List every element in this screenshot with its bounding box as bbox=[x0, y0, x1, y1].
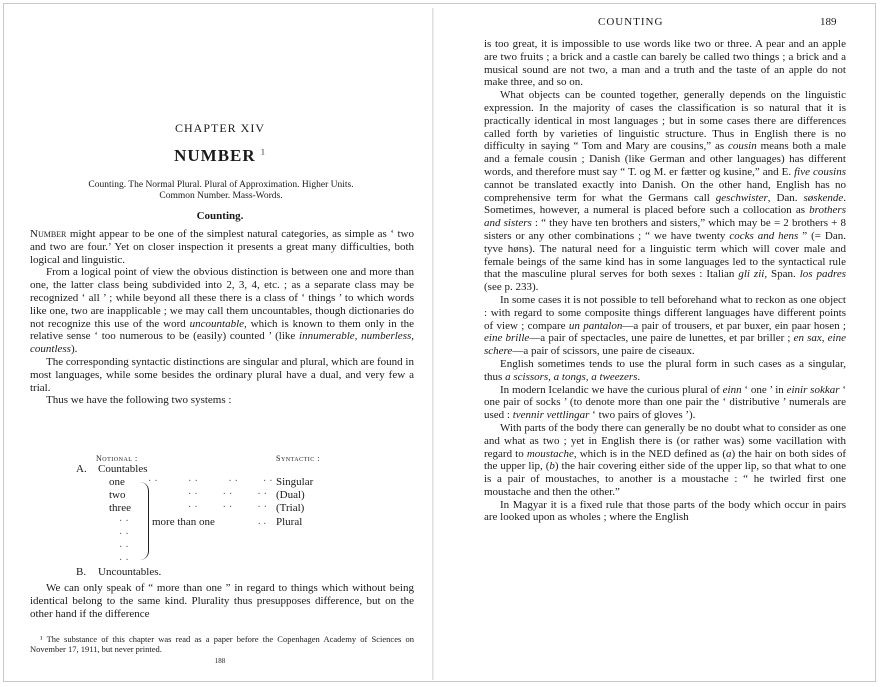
text-run: —a pair of scissors, une paire de ciseaux. bbox=[512, 345, 695, 358]
text-run: In some cases it is not possible to tell beforehand what to reckon as one object : with regard to some composite things different languages have different points of view ; compare bbox=[484, 293, 846, 332]
italic-term: cousin bbox=[728, 140, 757, 153]
ellipsis-dots: ·· bbox=[119, 542, 132, 553]
ellipsis-dots: ·· bbox=[119, 516, 132, 527]
curly-brace bbox=[140, 482, 149, 560]
italic-term: geschwister bbox=[715, 191, 768, 204]
chapter-title bbox=[0, 146, 440, 166]
syntactic-trial: (Trial) bbox=[276, 502, 305, 514]
italic-term: innumerable, numberless, countless bbox=[30, 330, 415, 356]
paragraph: The corresponding syntactic distinctions are singular and plural, which are found in most languages, while some besides the ordinary plural have a dual, and very few a trial. bbox=[30, 355, 414, 394]
syntactic-singular: Singular bbox=[276, 476, 314, 488]
syntactic-plural: Plural bbox=[276, 516, 303, 528]
section-a-label: A. bbox=[76, 463, 87, 475]
text-run: means both a male and a female cousin ; Danish (like German and other languages) has different words, and therefore must say “ T. og M. er fætter og kusine,” and E. bbox=[484, 140, 846, 178]
paragraph bbox=[30, 266, 414, 356]
text-run: ‘ one ’ in bbox=[741, 383, 787, 396]
italic-term: einn bbox=[722, 383, 742, 396]
text-run: (see p. 233). bbox=[484, 281, 539, 294]
chapter-title-text: NUMBER bbox=[174, 146, 256, 165]
notional-three: three bbox=[109, 502, 131, 514]
section-b-title: Uncountables. bbox=[98, 566, 162, 578]
text-run: —a pair of spectacles, une paire de lunettes, et par briller ; bbox=[529, 332, 794, 345]
italic-term: moustache bbox=[526, 447, 574, 460]
italic-term: einir sokkar bbox=[786, 383, 840, 396]
chapter-synopsis bbox=[26, 180, 416, 202]
italic-term: a scissors, a tongs, a tweezers bbox=[505, 370, 638, 383]
ellipsis-dots: ·· bbox=[119, 555, 132, 566]
paragraph bbox=[30, 228, 414, 266]
italic-term: en sax, eine schere bbox=[484, 332, 846, 358]
paragraph bbox=[484, 89, 846, 294]
italic-term: un pantalon bbox=[568, 319, 623, 332]
syntactic-dual: (Dual) bbox=[276, 489, 305, 501]
chapter-label: CHAPTER XIV bbox=[174, 121, 265, 135]
text-run: In modern Icelandic we have the curious plural of bbox=[500, 383, 723, 396]
paragraph bbox=[484, 294, 846, 358]
text-run: might appear to be one of the simplest natural categories, as simple as ‘ two and two are four.’ Yet on closer inspection it presents a great many difficulties, both logical and linguistic. bbox=[30, 228, 414, 266]
text-run: English sometimes tends to use the plural form in such cases as a singular, thus bbox=[484, 357, 846, 383]
synopsis-line: Counting. The Normal Plural. Plural of Approximation. Higher Units. bbox=[88, 180, 354, 190]
paragraph bbox=[484, 384, 846, 422]
section-a-title: Countables bbox=[98, 463, 148, 475]
book-gutter bbox=[432, 8, 434, 680]
italic-term: five cousins bbox=[794, 165, 846, 178]
right-body-text bbox=[484, 38, 846, 524]
paragraph bbox=[484, 422, 846, 499]
text-run: , Span. bbox=[764, 268, 800, 281]
syntactic-header: Syntactic : bbox=[276, 454, 321, 463]
page-folio: 188 bbox=[214, 657, 226, 665]
text-run: , which is in the NED defined as ( bbox=[573, 447, 727, 460]
text-run: . Sometimes, however, a numeral is placed before such a collocation as bbox=[484, 191, 846, 217]
running-head: COUNTING bbox=[598, 16, 664, 28]
italic-term: cocks and hens bbox=[729, 229, 799, 242]
footnote bbox=[30, 634, 414, 654]
text-run: From a logical point of view the obvious distinction is between one and more than one, the latter class being subdivided into 2, 3, 4, etc. ; as a separate class may be recognized ‘ all ’ ; while beyond all these there is a class of ‘ things ’ to which words like one, two are inapplicable ; we may call them uncountables, though dictionaries do not recognize this use of the word bbox=[30, 266, 414, 330]
italic-term: eine brille bbox=[484, 332, 530, 345]
leader-dots: .. bbox=[258, 516, 269, 527]
left-body-text-continued bbox=[30, 582, 414, 621]
notional-header: Notional : bbox=[96, 454, 138, 463]
leader-dots: ·· ·· ·· bbox=[188, 502, 270, 513]
paragraph: We can only speak of “ more than one ” in regard to things which without being identical belong to the same kind. Plurality thus presupposes difference, but on the other hand if the difference bbox=[30, 582, 414, 620]
small-caps-word: Number bbox=[30, 228, 67, 240]
paragraph: In Magyar it is a fixed rule that those parts of the body which occur in pairs are looked upon as wholes ; where the English bbox=[484, 498, 846, 524]
text-run: ) the hair covering either side of the upper lip, so that what to one is a pair of moustaches, to another is a moustache : “ he twirled first one moustache and then the other.” bbox=[484, 460, 846, 498]
paragraph bbox=[484, 358, 846, 384]
more-than-one-label: more than one bbox=[152, 516, 215, 528]
left-body-text bbox=[30, 228, 414, 407]
italic-term: uncountable, bbox=[189, 317, 247, 330]
text-run: —a pair of trousers, et par buxer, ein paar hosen ; bbox=[622, 319, 846, 332]
text-run: What objects can be counted together, generally depends on the linguistic expression. In the majority of cases the classification is so natural that it is practically identical in most languages ; but in some cases there are differences called forth by varieties of linguistic structure. Thus in English there is no difficulty in saying “ Tom and Mary are cousins,” as bbox=[484, 89, 846, 153]
notional-one: one bbox=[109, 476, 125, 488]
page-number: 189 bbox=[820, 16, 837, 28]
text-run: ‘ one pair of socks ’ (to denote more than one pair the ‘ distributive ’ numerals are used : bbox=[484, 383, 846, 422]
text-run: : “ they have ten brothers and sisters,” which may be = 2 brothers + 8 sisters or any other combinations ; “ we have twenty bbox=[484, 217, 847, 242]
italic-term: los padres bbox=[799, 268, 847, 281]
synopsis-line: Common Number. Mass-Words. bbox=[159, 191, 283, 201]
italic-term: tvennir vettlingar bbox=[512, 409, 590, 422]
italic-term: a bbox=[726, 447, 732, 460]
italic-term: gli zii bbox=[738, 268, 765, 281]
text-run: cannot be translated exactly into Danish. On the other hand, English has no comprehensive term for what the Germans call bbox=[484, 178, 846, 204]
text-run: ) the hair on both sides of the upper lip, ( bbox=[484, 447, 846, 473]
title-footnote-mark: 1 bbox=[260, 147, 266, 157]
text-run: , Dan. bbox=[767, 191, 804, 204]
footnote-text: ¹ The substance of this chapter was read as a paper before the Copenhagen Academy of Sciences on November 17, 1911, but never printed. bbox=[30, 634, 414, 654]
paragraph: Thus we have the following two systems : bbox=[46, 394, 232, 407]
paragraph: is too great, it is impossible to use words like two or three. A pear and an apple are two fruits ; a brick and a castle can barely be called two things ; a brick and a musical sound are not two, a man and a truth and the taste of an apple do not make three, and so on. bbox=[484, 38, 846, 89]
leader-dots: ·· ·· ·· ·· bbox=[148, 476, 276, 487]
leader-dots: ·· ·· ·· bbox=[188, 489, 270, 500]
notional-two: two bbox=[109, 489, 126, 501]
italic-term: søskende bbox=[803, 191, 844, 204]
ellipsis-dots: ·· bbox=[119, 529, 132, 540]
text-run: With parts of the body there can generally be no doubt what to consider as one and what as two ; yet in English there is (or rather was) some vacillation with regard to bbox=[484, 421, 846, 460]
italic-term: brothers and sisters bbox=[484, 204, 846, 230]
section-b-label: B. bbox=[76, 566, 87, 578]
section-heading: Counting. bbox=[196, 210, 244, 222]
text-run: ” (= Dan. tyve høns). The natural need for a linguistic term which will cover male and female beings of the same kind has in some languages led to the syntactical rule that the masculine plural serves for both sexes : Italian bbox=[484, 229, 846, 281]
text-run: ‘ two pairs of gloves ’). bbox=[589, 409, 696, 422]
text-run: ). bbox=[70, 343, 78, 356]
text-run: which is known to them only in the relative sense ‘ too numerous to be (easily) counted ’ (like bbox=[30, 317, 415, 343]
text-run: . bbox=[637, 370, 641, 383]
italic-term: b bbox=[549, 460, 555, 473]
